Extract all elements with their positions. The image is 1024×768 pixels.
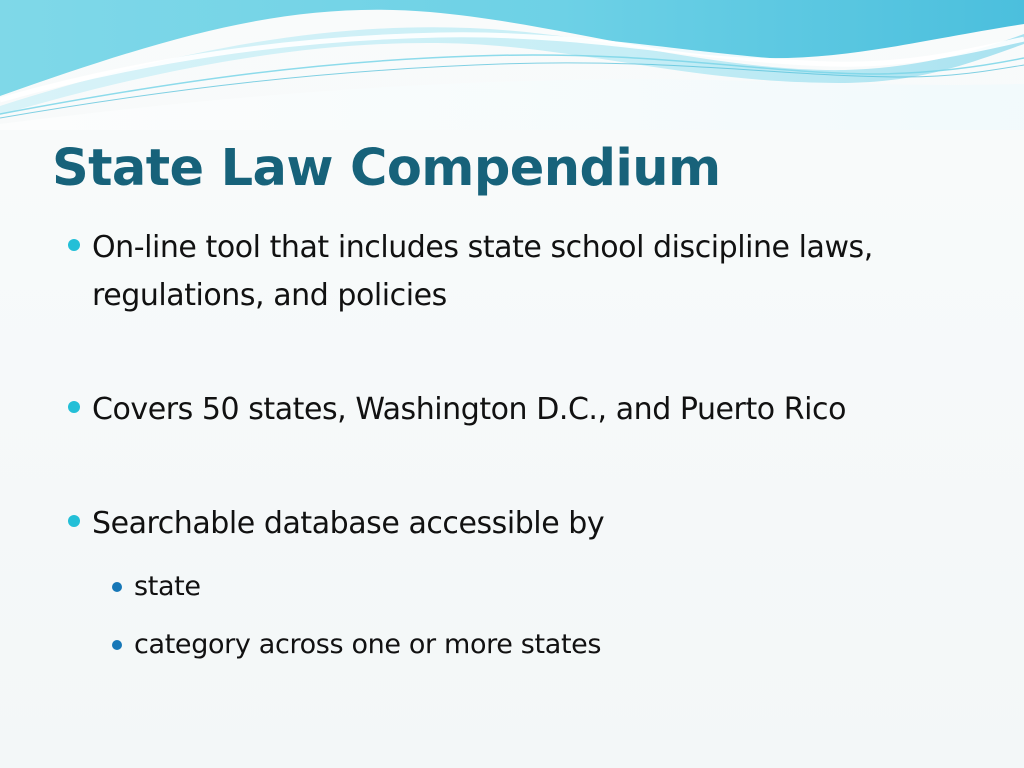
sub-bullet-list — [92, 558, 982, 674]
bullet-item — [62, 224, 982, 320]
sub-bullet-text: state — [134, 571, 201, 602]
bullet-item — [62, 386, 982, 434]
bullet-dot-icon — [68, 515, 80, 527]
sub-bullet-dot-icon — [112, 582, 122, 592]
top-wave-decoration — [0, 0, 1024, 130]
sub-bullet-text: category across one or more states — [134, 629, 602, 660]
bullet-list — [62, 224, 982, 740]
bullet-text: On-line tool that includes state school discipline laws, regulations, and policies — [92, 230, 873, 313]
sub-bullet-item — [92, 558, 982, 616]
slide-title: State Law Compendium — [52, 139, 721, 198]
bullet-text: Searchable database accessible by — [92, 506, 605, 541]
bullet-dot-icon — [68, 239, 80, 251]
bullet-item — [62, 500, 982, 674]
sub-bullet-dot-icon — [112, 640, 122, 650]
sub-bullet-item — [92, 616, 982, 674]
bullet-dot-icon — [68, 401, 80, 413]
bullet-text: Covers 50 states, Washington D.C., and Puerto Rico — [92, 392, 846, 427]
